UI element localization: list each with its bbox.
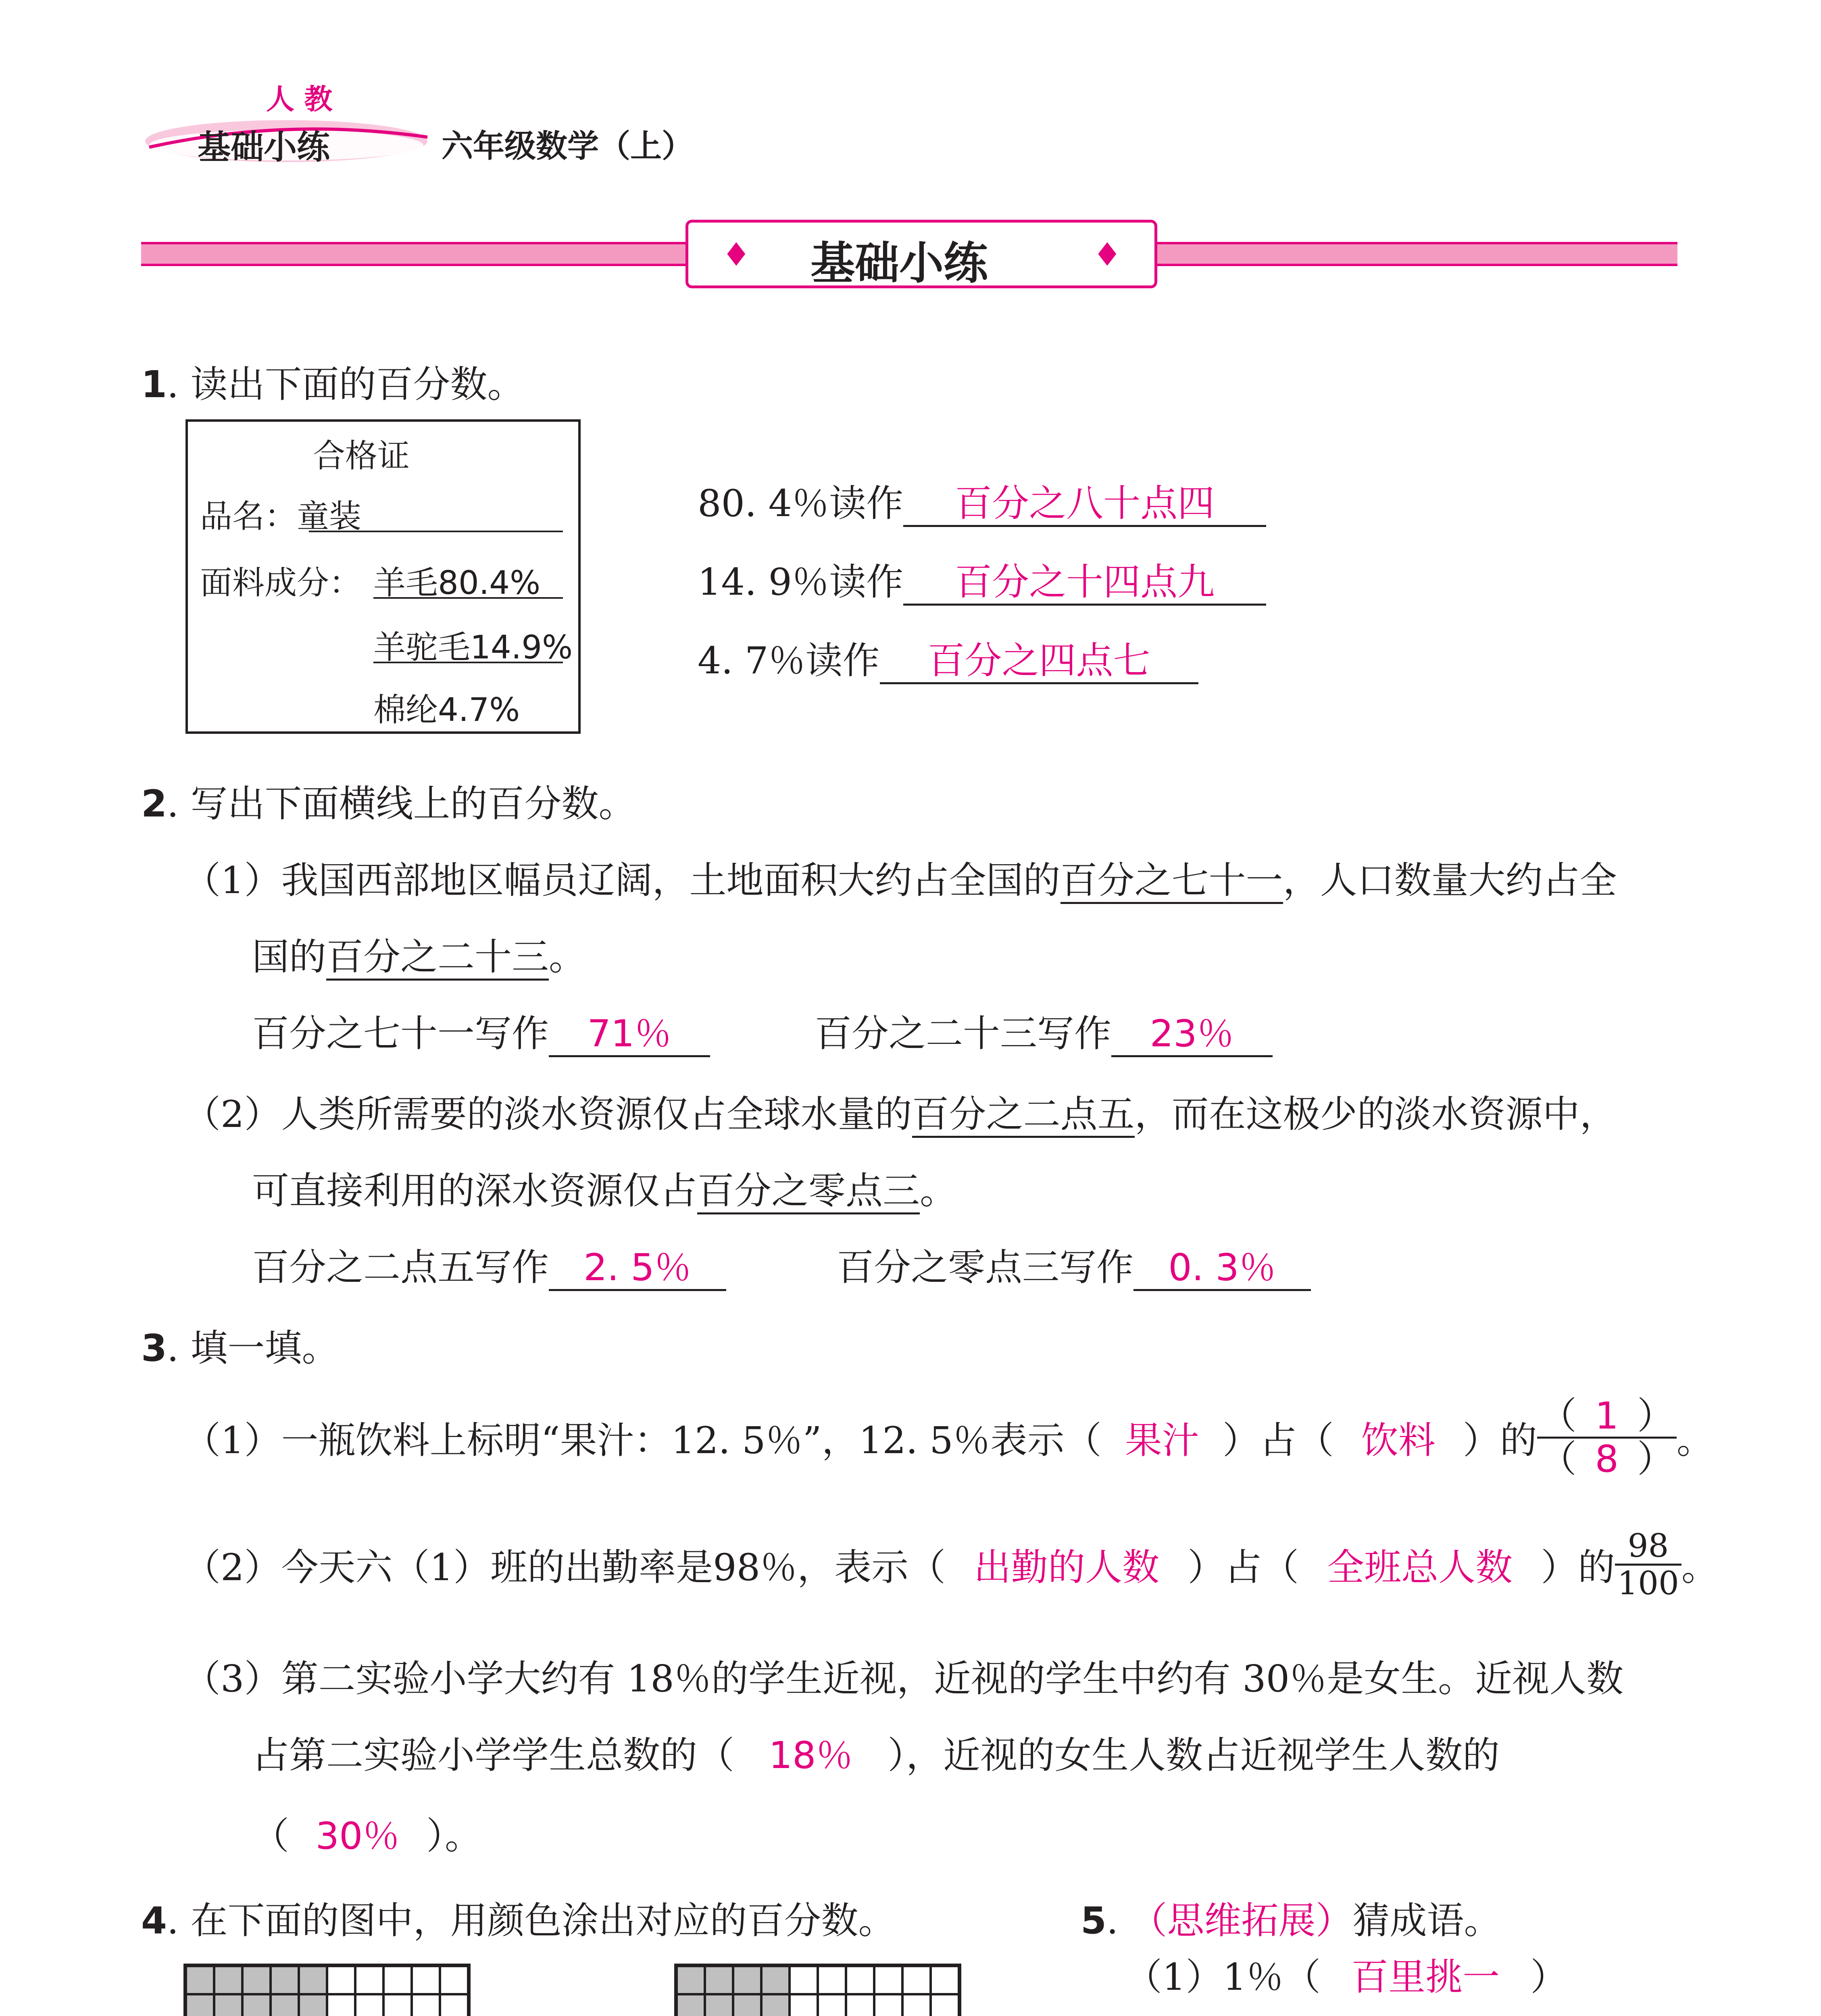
q5-prompt: 猜成语。 (1352, 1899, 1501, 1942)
text: 国的 (252, 935, 327, 979)
text: （2）今天六（1）班的出勤率是98％，表示（ (183, 1546, 946, 1589)
grid-cell[interactable] (818, 1994, 846, 2016)
underlined-text: 百分之零点三 (697, 1169, 920, 1214)
q5-number: 5 (1081, 1899, 1107, 1942)
q3-part2 (183, 1514, 1719, 1615)
text: 。 (1681, 1546, 1719, 1589)
answer (1344, 2010, 1554, 2016)
q1-number: 1 (141, 363, 167, 406)
section-band-left (141, 242, 690, 266)
text: 百分之零点三写作 (837, 1246, 1134, 1289)
q2-number: 2 (141, 782, 167, 825)
q1-prompt: . 读出下面的百分数。 (167, 363, 525, 406)
cert-fabric-2: 羊驼毛14.9% (373, 629, 573, 666)
cert-item: 品名：童装 (200, 498, 361, 535)
q4-heading (141, 1891, 896, 1944)
grid-cell-shaded[interactable] (677, 1966, 705, 1994)
cert-fabric-label: 面料成分： (200, 564, 361, 602)
grid-cell[interactable] (846, 1966, 874, 1994)
cert-title: 合格证 (313, 437, 410, 475)
answer: 出勤的人数 (974, 1546, 1160, 1589)
hundred-grid-1[interactable] (183, 1964, 471, 2016)
grid-cell[interactable] (931, 1966, 959, 1994)
q3-fraction-1: $\frac{( 1 )}{( 8 )}$ (1537, 1395, 1677, 1479)
cert-fabric-1: 羊毛80.4% (373, 564, 541, 602)
answer: 71％ (549, 1012, 710, 1057)
text: ）占（ (1222, 1419, 1334, 1462)
q1-row-2-answer: 百分之十四点九 (903, 561, 1266, 606)
text: 百分之二十三写作 (815, 1012, 1112, 1055)
underlined-text: 百分之二十三 (326, 935, 549, 981)
grid-cell-shaded[interactable] (733, 1994, 761, 2016)
cert-fabric-3: 棉纶4.7% (373, 691, 520, 729)
q3-fraction-2 (1615, 1528, 1681, 1601)
grid-cell[interactable] (383, 1966, 412, 1994)
q2-part1-answer1 (252, 1004, 710, 1057)
q1-row-1 (698, 474, 1266, 527)
grid-cell[interactable] (440, 1994, 468, 2016)
q1-row-3-question: 4. 7％读作 (698, 639, 880, 682)
grid-cell[interactable] (412, 1966, 440, 1994)
text: （1）一瓶饮料上标明“果汁：12. 5％”，12. 5％表示（ (183, 1419, 1102, 1462)
text: 百分之二点五写作 (252, 1246, 549, 1289)
underlined-text: 百分之七十一 (1061, 859, 1283, 904)
q1-row-1-question: 80. 4％读作 (698, 482, 904, 525)
grid-cell[interactable] (790, 1994, 818, 2016)
text: ，而在这极少的淡水资源中， (1134, 1093, 1617, 1136)
text: 百分之七十一写作 (252, 1012, 549, 1055)
q2-part2-line2 (252, 1161, 957, 1214)
text: （1）我国西部地区幅员辽阔，土地面积大约占全国的 (183, 859, 1061, 902)
text: ）的 (1541, 1546, 1615, 1589)
q3-part3-line3 (252, 1806, 482, 1860)
logo-main-text: 基础小练 (198, 128, 330, 167)
q5-tag: （思维拓展） (1130, 1899, 1353, 1942)
q1-heading (141, 355, 525, 408)
answer: 18％ (769, 1734, 853, 1777)
grid-cell[interactable] (327, 1994, 355, 2016)
grid-cell[interactable] (327, 1966, 355, 1994)
grid-cell-shaded[interactable] (677, 1994, 705, 2016)
fraction-denominator: 100 (1617, 1564, 1679, 1602)
grid-cell-shaded[interactable] (242, 1966, 271, 1994)
certificate-box (185, 419, 581, 734)
text: 。 (1676, 1419, 1714, 1462)
q5-heading: 5. （思维拓展）猜成语。 (1081, 1899, 1501, 1942)
text: ）。 (426, 1814, 482, 1858)
answer: 果汁 (1125, 1419, 1199, 1462)
grid-cell[interactable] (874, 1994, 902, 2016)
grid-cell-shaded[interactable] (733, 1966, 761, 1994)
grid-cell[interactable] (902, 1966, 931, 1994)
answer: 2. 5％ (549, 1246, 726, 1291)
answer: 饮料 (1361, 1419, 1436, 1462)
q3-prompt: . 填一填。 (167, 1327, 339, 1370)
q4-prompt: . 在下面的图中，用颜色涂出对应的百分数。 (167, 1899, 896, 1942)
q5-row-1 (1125, 1947, 1567, 2001)
grid-cell[interactable] (902, 1994, 931, 2016)
grid-cell[interactable] (790, 1966, 818, 1994)
grid-cell[interactable] (846, 1994, 874, 2016)
text: 可直接利用的深水资源仅占 (252, 1169, 698, 1212)
q3-heading (141, 1318, 339, 1372)
grid-cell-shaded[interactable] (705, 1966, 733, 1994)
q2-part1-line2 (252, 927, 586, 981)
text: 。 (920, 1169, 957, 1212)
hundred-grid-2[interactable] (674, 1964, 961, 2016)
grid-cell-shaded[interactable] (271, 1966, 299, 1994)
text: （2）人类所需要的淡水资源仅占全球水量的 (183, 1093, 912, 1136)
book-title: 六年级数学（上） (442, 128, 694, 165)
q4-number: 4 (141, 1899, 167, 1942)
diamond-left-icon: ♦ (722, 236, 751, 273)
text: ）占（ (1188, 1546, 1299, 1589)
q1-row-2 (698, 552, 1266, 606)
q1-row-2-question: 14. 9％读作 (698, 560, 904, 604)
answer: 百里挑一 (1351, 1956, 1500, 1999)
text: （1）1％（ (1125, 1956, 1321, 1999)
grid-cell-shaded[interactable] (299, 1994, 327, 2016)
grid-cell-shaded[interactable] (705, 1994, 733, 2016)
grid-cell-shaded[interactable] (186, 1966, 214, 1994)
q3-number: 3 (141, 1327, 167, 1370)
q2-part2-line1 (183, 1085, 1617, 1138)
text: ）的 (1463, 1419, 1537, 1462)
text: ），近视的女生人数占近视学生人数的 (888, 1734, 1500, 1777)
grid-cell-shaded[interactable] (214, 1994, 242, 2016)
grid-cell[interactable] (931, 1994, 959, 2016)
text: （ (252, 1814, 290, 1858)
q2-part1-answer2 (815, 1004, 1273, 1057)
grid-cell-shaded[interactable] (186, 1994, 214, 2016)
answer: 23％ (1111, 1012, 1273, 1057)
text: 占第二实验小学学生总数的（ (252, 1734, 735, 1777)
grid-cell[interactable] (355, 1994, 383, 2016)
q2-prompt: . 写出下面横线上的百分数。 (167, 782, 636, 825)
q2-part2-answer2 (837, 1238, 1311, 1291)
grid-cell-shaded[interactable] (761, 1994, 790, 2016)
grid-cell-shaded[interactable] (761, 1966, 790, 1994)
section-title: 基础小练 (810, 237, 988, 289)
grid-cell[interactable] (818, 1966, 846, 1994)
q3-part3-line1: （3）第二实验小学大约有 18％的学生近视，近视的学生中约有 30％是女生。近视人数 (183, 1657, 1624, 1700)
text: ，人口数量大约占全 (1283, 859, 1617, 902)
underlined-text: 百分之二点五 (912, 1093, 1135, 1138)
text: ） (1530, 1956, 1568, 1999)
q1-row-1-answer: 百分之八十点四 (903, 482, 1266, 527)
q2-part1-line1 (183, 851, 1617, 904)
grid-cell[interactable] (355, 1966, 383, 1994)
fraction-numerator: 98 (1615, 1528, 1681, 1566)
answer: 全班总人数 (1327, 1546, 1513, 1589)
grid-cell-shaded[interactable] (214, 1966, 242, 1994)
grid-cell-shaded[interactable] (242, 1994, 271, 2016)
q1-row-3 (698, 631, 1198, 684)
grid-cell-shaded[interactable] (271, 1994, 299, 2016)
text: 。 (549, 935, 586, 979)
fraction-denominator: 8 (1595, 1437, 1619, 1481)
q3-part3-line2 (252, 1726, 1500, 1779)
grid-cell[interactable] (440, 1966, 468, 1994)
fraction-numerator: 1 (1595, 1394, 1619, 1438)
logo-small-text: 人 教 (266, 83, 333, 116)
answer: 30％ (315, 1814, 400, 1858)
q3-part1 (183, 1387, 1714, 1488)
q2-heading (141, 774, 636, 827)
grid-cell[interactable] (412, 1994, 440, 2016)
answer: 0. 3％ (1133, 1246, 1311, 1291)
grid-cell[interactable] (874, 1966, 902, 1994)
q2-part2-answer1 (252, 1238, 726, 1291)
grid-cell[interactable] (383, 1994, 412, 2016)
q5-row-2 (1125, 2010, 1591, 2016)
grid-cell-shaded[interactable] (299, 1966, 327, 1994)
q1-row-3-answer: 百分之四点七 (880, 639, 1198, 684)
section-band-right (1153, 242, 1677, 266)
diamond-right-icon: ♦ (1093, 236, 1122, 273)
